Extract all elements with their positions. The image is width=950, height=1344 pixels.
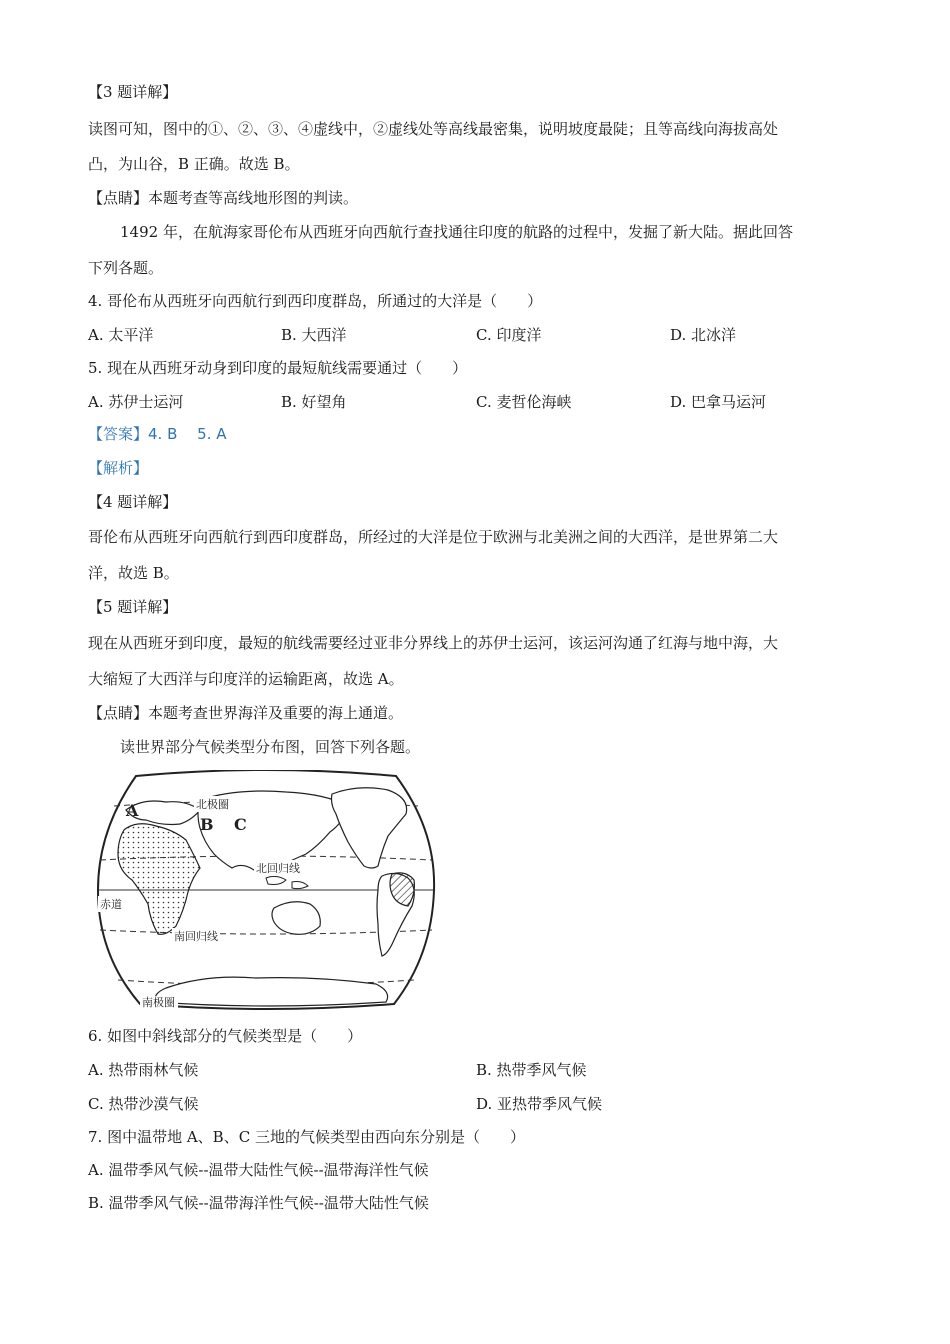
question-6-option-d: D. 亚热带季风气候 xyxy=(476,1095,603,1113)
intro-paragraph-line-2: 下列各题。 xyxy=(88,259,164,277)
section-5-tip: 【点睛】本题考查世界海洋及重要的海上通道。 xyxy=(88,704,404,722)
arctic-circle-label: 北极圈 xyxy=(196,798,229,811)
question-7-option-a: A. 温带季风气候--温带大陆性气候--温带海洋性气候 xyxy=(88,1161,429,1179)
intro-paragraph-line-1: 1492 年，在航海家哥伦布从西班牙向西航行查找通往印度的航路的过程中，发掘了新大陆。据此回答 xyxy=(120,223,793,241)
tropic-of-cancer-label: 北回归线 xyxy=(256,862,300,875)
question-5-option-a: A. 苏伊士运河 xyxy=(88,393,184,411)
question-6-option-b: B. 热带季风气候 xyxy=(476,1061,587,1079)
question-7-stem: 7. 图中温带地 A、B、C 三地的气候类型由西向东分别是（ ） xyxy=(88,1128,525,1146)
section-3-text-line-1: 读图可知，图中的①、②、③、④虚线中，②虚线处等高线最密集，说明坡度最陡；且等高线向海拔高处 xyxy=(88,120,779,138)
question-4-option-d: D. 北冰洋 xyxy=(670,326,737,344)
analysis-label: 【解析】 xyxy=(88,459,149,477)
question-4-option-c: C. 印度洋 xyxy=(476,326,542,344)
section-5-heading: 【5 题详解】 xyxy=(88,598,178,616)
point-c-label: C xyxy=(234,815,247,834)
question-6-option-a: A. 热带雨林气候 xyxy=(88,1061,199,1079)
question-5-option-c: C. 麦哲伦海峡 xyxy=(476,393,572,411)
world-climate-map xyxy=(96,770,436,1010)
question-5-stem: 5. 现在从西班牙动身到印度的最短航线需要通过（ ） xyxy=(88,359,468,377)
question-6-option-c: C. 热带沙漠气候 xyxy=(88,1095,199,1113)
antarctic-circle-label: 南极圈 xyxy=(142,996,175,1009)
antarctica-landmass xyxy=(155,977,388,1006)
question-4-option-b: B. 大西洋 xyxy=(281,326,347,344)
section-5-text-line-2: 大缩短了大西洋与印度洋的运输距离，故选 A。 xyxy=(88,670,404,688)
answer-line xyxy=(88,424,227,444)
point-b-label: B xyxy=(200,815,214,834)
section-4-text-line-2: 洋，故选 B。 xyxy=(88,564,179,582)
section-3-heading: 【3 题详解】 xyxy=(88,83,178,101)
question-5-option-b: B. 好望角 xyxy=(281,393,347,411)
equator-label: 赤道 xyxy=(100,898,122,911)
section-4-heading: 【4 题详解】 xyxy=(88,493,178,511)
question-5-option-d: D. 巴拿马运河 xyxy=(670,393,767,411)
section-3-text-line-2: 凸，为山谷，B 正确。故选 B。 xyxy=(88,155,300,173)
tropic-of-capricorn-label: 南回归线 xyxy=(174,930,218,943)
climate-intro: 读世界部分气候类型分布图，回答下列各题。 xyxy=(120,738,421,756)
section-4-text-line-1: 哥伦布从西班牙向西航行到西印度群岛，所经过的大洋是位于欧洲与北美洲之间的大西洋，是世界第二大 xyxy=(88,528,779,546)
question-4-option-a: A. 太平洋 xyxy=(88,326,154,344)
question-6-stem: 6. 如图中斜线部分的气候类型是（ ） xyxy=(88,1027,363,1045)
section-3-tip: 【点睛】本题考查等高线地形图的判读。 xyxy=(88,189,359,207)
answer-text: 4. B 5. A xyxy=(148,425,227,443)
question-7-option-b: B. 温带季风气候--温带海洋性气候--温带大陆性气候 xyxy=(88,1194,429,1212)
question-4-stem: 4. 哥伦布从西班牙向西航行到西印度群岛，所通过的大洋是（ ） xyxy=(88,292,543,310)
point-a-label: A xyxy=(126,801,139,820)
answer-label: 【答案】 xyxy=(88,425,149,443)
section-5-text-line-1: 现在从西班牙到印度，最短的航线需要经过亚非分界线上的苏伊士运河，该运河沟通了红海与地中海，大 xyxy=(88,634,779,652)
